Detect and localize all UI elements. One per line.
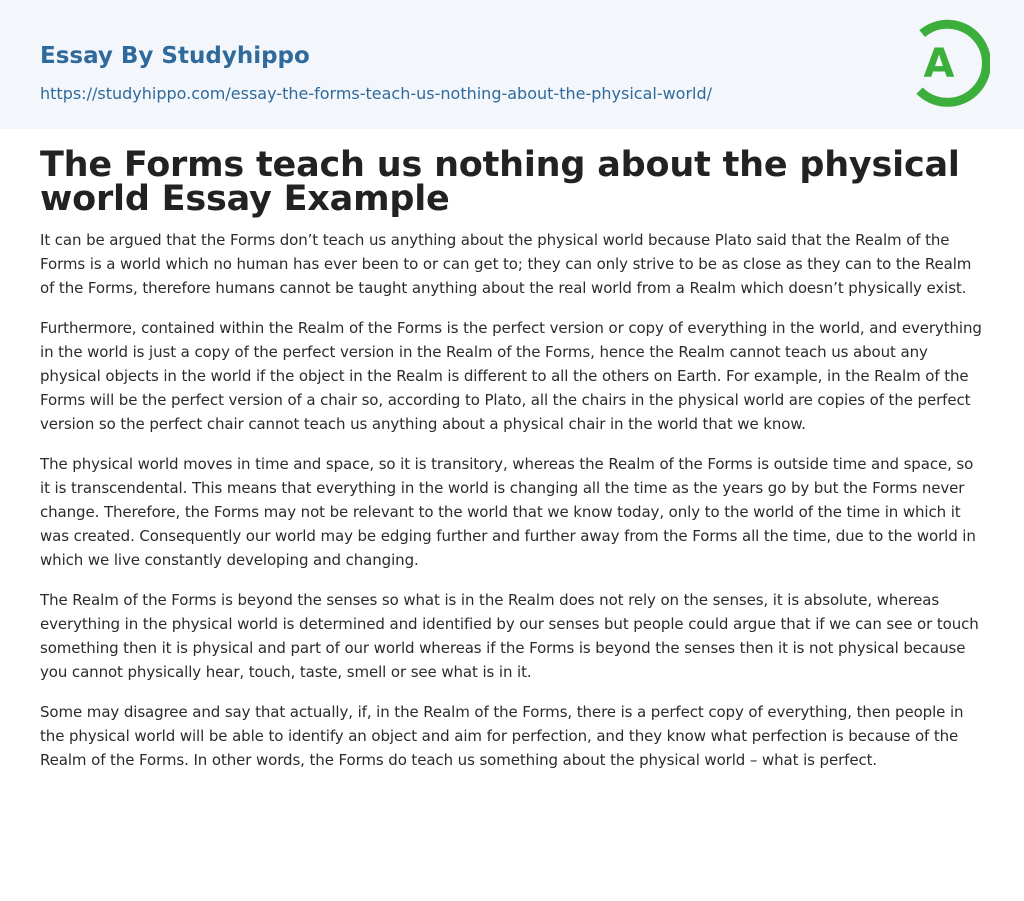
essay-body (40, 228, 984, 772)
essay-paragraph: The Realm of the Forms is beyond the senses so what is in the Realm does not rely on the senses, it is absolute, whereas everything in the physical world is determined and identified by our senses but people could argue that if we can see or touch something then it is physical and part of our world whereas if the Forms is beyond the senses then it is not physical because you cannot physically hear, touch, taste, smell or see what is in it. (40, 591, 979, 681)
site-header (0, 0, 1024, 129)
essay-paragraph: It can be argued that the Forms don’t teach us anything about the physical world because Plato said that the Realm of the Forms is a world which no human has ever been to or can get to; they can only strive to be as close as they can to the Realm of the Forms, therefore humans cannot be taught anything about the real world from a Realm which doesn’t physically exist. (40, 231, 972, 297)
essay-paragraph: The physical world moves in time and space, so it is transitory, whereas the Realm of the Forms is outside time and space, so it is transcendental. This means that everything in the world is changing all the time as the years go by but the Forms never change. Therefore, the Forms may not be relevant to the world that we know today, only to the world of the time in which it was created. Consequently our world may be edging further and further away from the Forms all the time, due to the world in which we live constantly developing and changing. (40, 455, 976, 569)
essay-url-link[interactable]: https://studyhippo.com/essay-the-forms-teach-us-nothing-about-the-physical-world/ (40, 84, 713, 103)
essay-paragraph: Furthermore, contained within the Realm of the Forms is the perfect version or copy of everything in the world, and everything in the world is just a copy of the perfect version in the Realm of the Forms, hence the Realm cannot teach us about any physical objects in the world if the object in the Realm is different to all the others on Earth. For example, in the Realm of the Forms will be the perfect version of a chair so, according to Plato, all the chairs in the physical world are copies of the perfect version so the perfect chair cannot teach us anything about a physical chair in the world that we know. (40, 319, 982, 433)
essay-paragraph: Some may disagree and say that actually, if, in the Realm of the Forms, there is a perfect copy of everything, then people in the physical world will be able to identify an object and aim for perfection, and they know what perfection is because of the Realm of the Forms. In other words, the Forms do teach us something about the physical world – what is perfect. (40, 703, 964, 769)
essay-title: The Forms teach us nothing about the physical world Essay Example (40, 145, 960, 219)
logo-letter: A (923, 41, 955, 87)
essay-content (40, 145, 984, 788)
studyhippo-logo-icon[interactable] (902, 16, 990, 108)
site-title[interactable]: Essay By Studyhippo (40, 43, 310, 69)
